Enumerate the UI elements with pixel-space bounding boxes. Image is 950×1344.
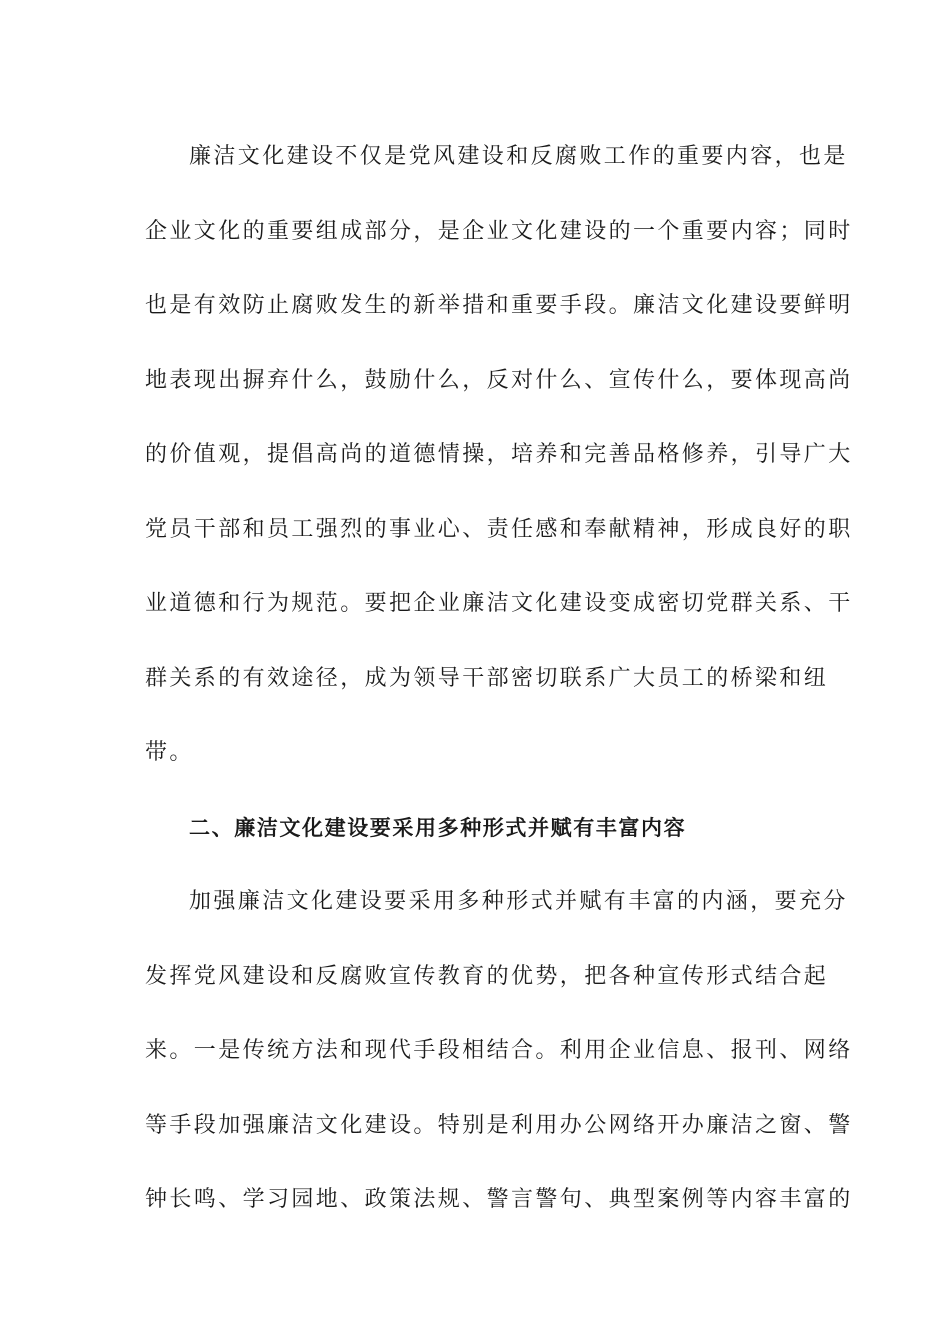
paragraph-line: 钟长鸣、学习园地、政策法规、警言警句、典型案例等内容丰富的 bbox=[145, 1187, 853, 1212]
paragraph-line: 等手段加强廉洁文化建设。特别是利用办公网络开办廉洁之窗、警 bbox=[145, 1112, 853, 1138]
paragraph-line: 来。一是传统方法和现代手段相结合。利用企业信息、报刊、网络 bbox=[145, 1038, 853, 1063]
paragraph-line: 带。 bbox=[145, 740, 194, 765]
paragraph-line: 党员干部和员工强烈的事业心、责任感和奉献精神，形成良好的职 bbox=[145, 516, 853, 542]
paragraph-line: 地表现出摒弃什么，鼓励什么，反对什么、宣传什么，要体现高尚 bbox=[145, 367, 853, 393]
section-heading: 二、廉洁文化建设要采用多种形式并赋有丰富内容 bbox=[189, 815, 687, 840]
paragraph-line: 企业文化的重要组成部分，是企业文化建设的一个重要内容；同时 bbox=[145, 218, 853, 244]
paragraph-line: 也是有效防止腐败发生的新举措和重要手段。廉洁文化建设要鲜明 bbox=[145, 293, 853, 318]
document-page bbox=[145, 120, 853, 1238]
paragraph-line: 廉洁文化建设不仅是党风建设和反腐败工作的重要内容，也是 bbox=[189, 144, 848, 169]
paragraph-line: 群关系的有效途径，成为领导干部密切联系广大员工的桥梁和纽 bbox=[145, 665, 829, 691]
paragraph-line: 的价值观，提倡高尚的道德情操，培养和完善品格修养，引导广大 bbox=[145, 442, 853, 467]
paragraph-line: 业道德和行为规范。要把企业廉洁文化建设变成密切党群关系、干 bbox=[145, 591, 853, 616]
paragraph-2 bbox=[145, 865, 853, 1238]
paragraph-line: 发挥党风建设和反腐败宣传教育的优势，把各种宣传形式结合起 bbox=[145, 963, 829, 989]
paragraph-1 bbox=[145, 120, 853, 791]
paragraph-line: 加强廉洁文化建设要采用多种形式并赋有丰富的内涵，要充分 bbox=[189, 889, 848, 914]
